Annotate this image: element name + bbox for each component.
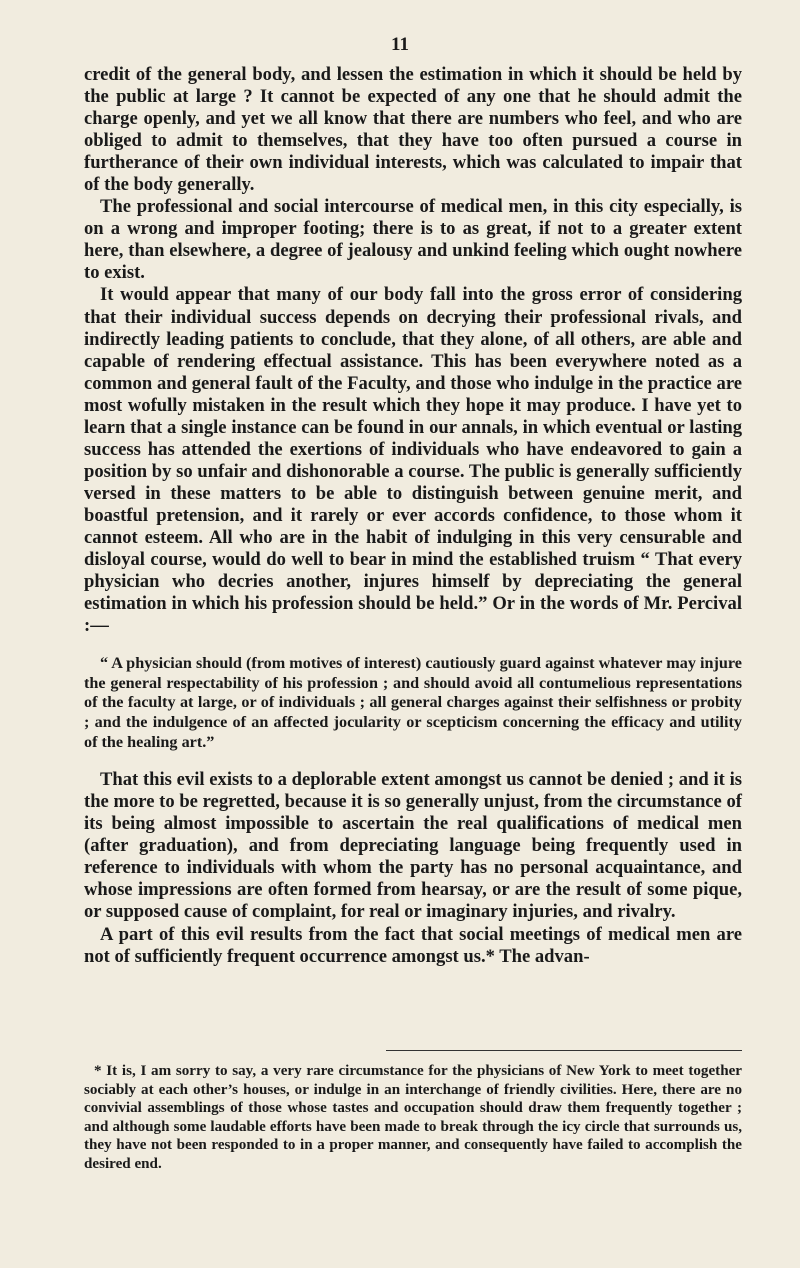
paragraph-4: That this evil exists to a deplorable extent amongst us cannot be denied ; and it is the more to be regretted, because it is so generally unjust, from the circumstance of its being almost impossible to ascertain the real qualifications of medical men (after graduation), and from depreciating language being frequently used in reference to individuals with whom the party has no personal acquaintance, and whose impressions are often formed from hearsay, or are the result of some pique, or supposed cause of complaint, for real or imaginary injuries, and rivalry. xyxy=(84,769,742,923)
paragraph-2: The professional and social intercourse of medical men, in this city especially, is on a wrong and improper footing; there is to as great, if not to a greater extent here, than elsewhere, a degree of jealousy and unkind feeling which ought nowhere to exist. xyxy=(84,196,742,284)
percival-quote: “ A physician should (from motives of interest) cautiously guard against whatever may injure the general respectability of his profession ; and should avoid all contumelious representations of the faculty at large, or of individuals ; all general charges against their selfishness or probity ; and the indulgence of an affected jocularity or scepticism concerning the efficacy and utility of the healing art.” xyxy=(84,654,742,751)
main-text xyxy=(84,64,742,968)
paragraph-1: credit of the general body, and lessen the estimation in which it should be held by the public at large ? It cannot be expected of any one that he should admit the charge openly, and yet we all know that there are numbers who feel, and who are obliged to admit to themselves, that they have too often pursued a course in furtherance of their own individual interests, which was calculated to impair that of the body generally. xyxy=(84,64,742,196)
footnote-divider xyxy=(386,1050,742,1051)
page-number: 11 xyxy=(391,34,409,55)
paragraph-3: It would appear that many of our body fall into the gross error of considering that their individual success depends on decrying their professional rivals, and indirectly leading patients to conclude, that they alone, of all others, are able and capable of rendering effectual assistance. This has been everywhere noted as a common and general fault of the Faculty, and those who indulge in the practice are most wofully mistaken in the result which they hope it may produce. I have yet to learn that a single instance can be found in our annals, in which eventual or lasting success has attended the exertions of individuals who have endeavored to gain a position by so unfair and dishonorable a course. The public is generally sufficiently versed in these matters to be able to distinguish between genuine merit, and boastful pretension, and it rarely or ever accords confidence, to those whom it cannot esteem. All who are in the habit of indulging in this very censurable and disloyal course, would do well to bear in mind the established truism “ That every physician who decries another, injures himself by depreciating the general estimation in which his profession should be held.” Or in the words of Mr. Percival :— xyxy=(84,284,742,637)
paragraph-5: A part of this evil results from the fact that social meetings of medical men are not of sufficiently frequent occurrence amongst us.* The advan- xyxy=(84,923,742,967)
footnote: * It is, I am sorry to say, a very rare circumstance for the physicians of New York to meet together sociably at each other’s houses, or indulge in an interchange of friendly civilities. Here, there are no convivial assemblings of those whose tastes and occupation should draw them frequently together ; and although some laudable efforts have been made to break through the icy circle that surrounds us, they have not been responded to in a proper manner, and consequently have failed to accomplish the desired end. xyxy=(84,1063,742,1172)
